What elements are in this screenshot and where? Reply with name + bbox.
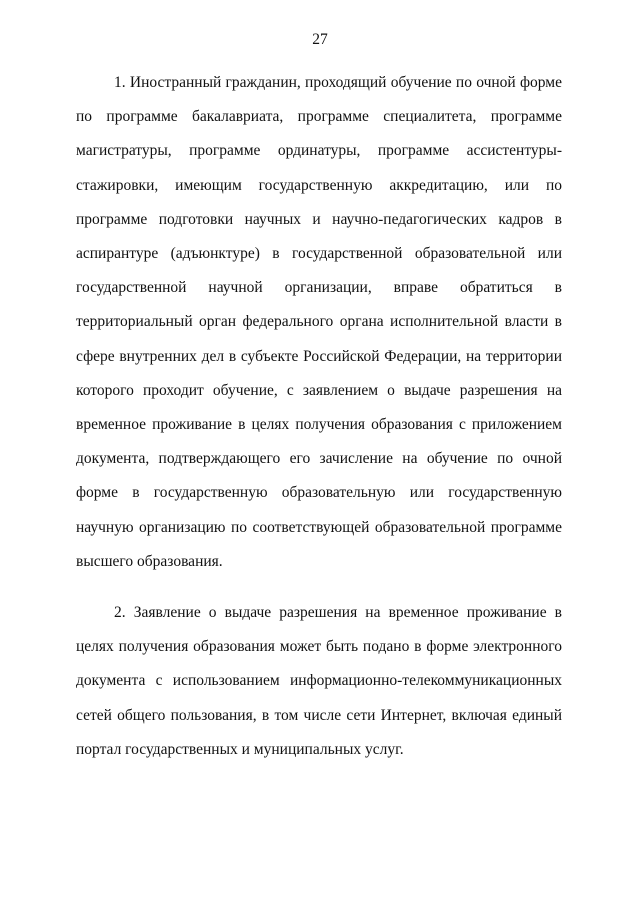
paragraph-2: 2. Заявление о выдаче разрешения на временное проживание в целях получения образования может быть подано в форме электронного документа с использованием информационно-телекоммуникационных сетей общего пользования, в том числе сети Интернет, включая единый портал государственных и муниципальных услуг. — [76, 604, 562, 758]
page-number: 27 — [312, 31, 328, 48]
paragraph-1: 1. Иностранный гражданин, проходящий обучение по очной форме по программе бакалавриата, программе специалитета, программе магистратуры, программе ординатуры, программе ассистентуры-стажировки, имеющим государственную аккредитацию, или по программе подготовки научных и научно-педагогических кадров в аспирантуре (адъюнктуре) в государственной образовательной или государственной научной организации, вправе обратиться в территориальный орган федерального органа исполнительной власти в сфере внутренних дел в субъекте Российской Федерации, на территории которого проходит обучение, с заявлением о выдаче разрешения на временное проживание в целях получения образования с приложением документа, подтверждающего его зачисление на обучение по очной форме в государственную образовательную или государственную научную организацию по соответствующей образовательной программе высшего образования. — [76, 74, 562, 570]
document-body — [76, 66, 562, 767]
